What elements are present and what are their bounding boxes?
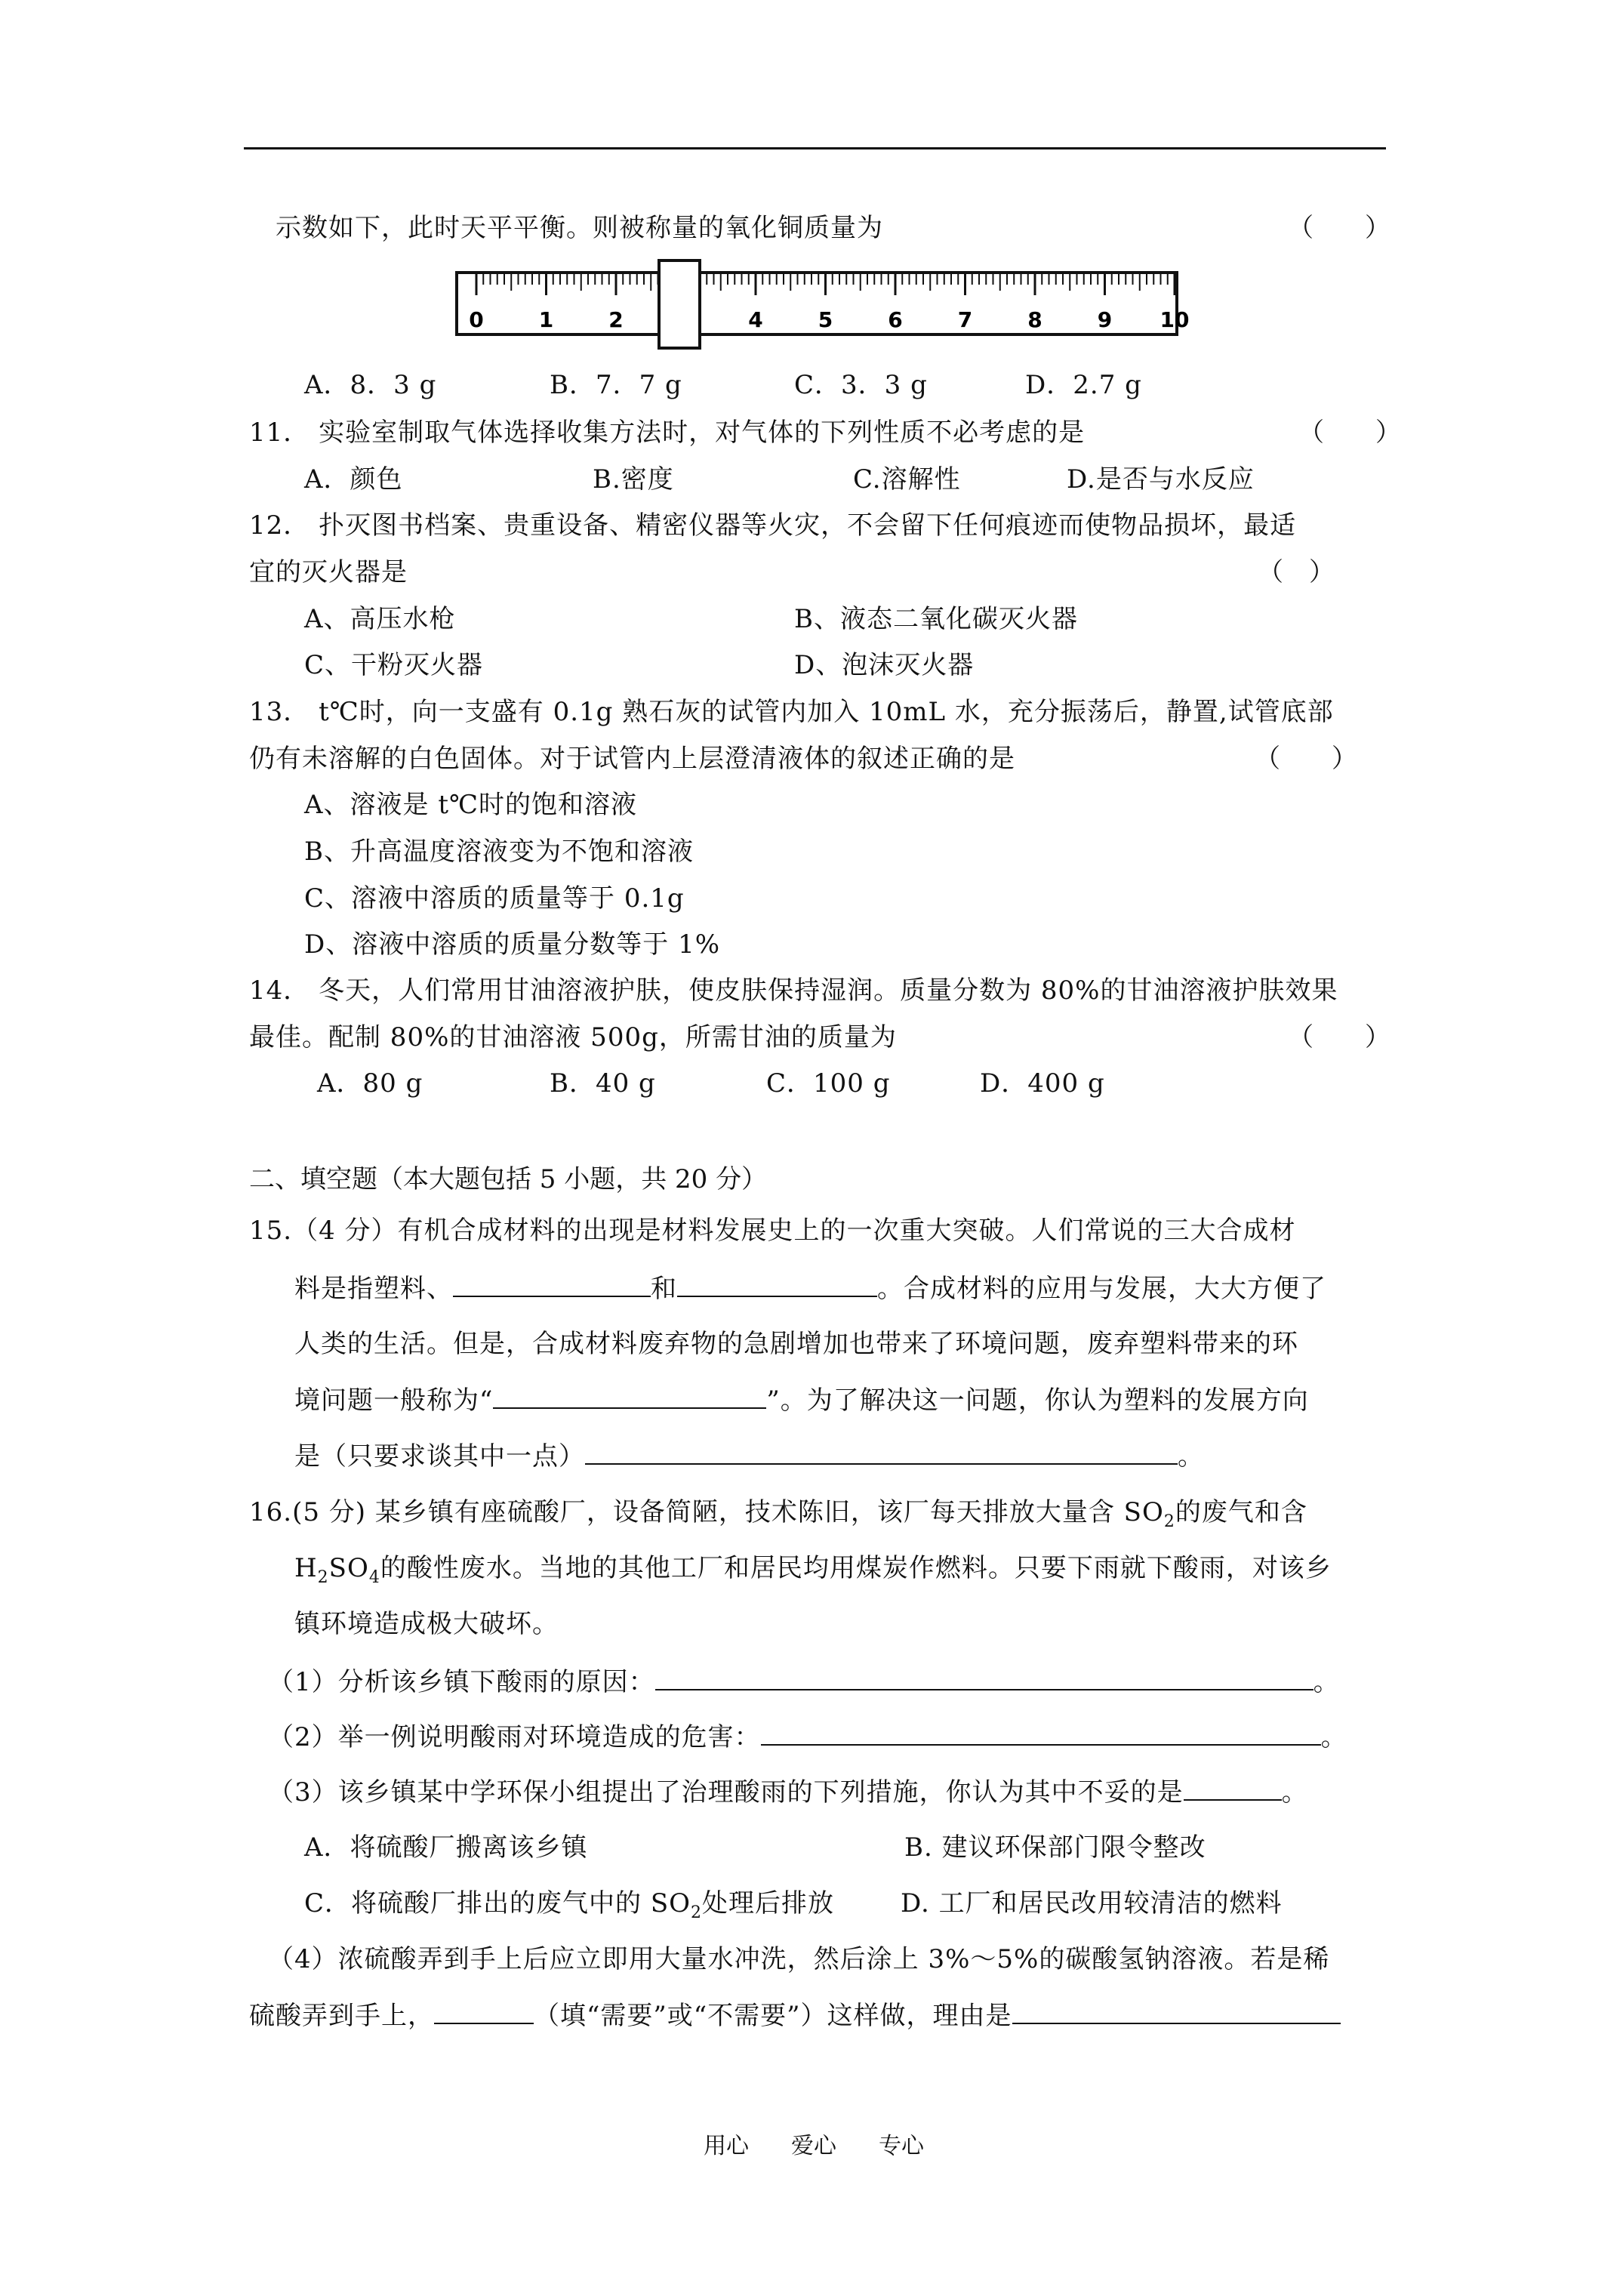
q12-answer-paren: （ ） — [1258, 557, 1335, 587]
q14-option-b: B．40 g — [550, 1068, 656, 1099]
ruler-tick-label: 5 — [818, 307, 833, 332]
q10-option-a: A．8．3 g — [304, 370, 437, 400]
q16-sub4-line2-b: （填“需要”或“不需要”）这样做，理由是 — [534, 2001, 1012, 2031]
q15-line5 — [294, 1441, 1204, 1472]
footer-item-1: 用心 — [704, 2133, 749, 2159]
q11-option-b: B.密度 — [593, 464, 674, 495]
q11-option-c: C.溶解性 — [853, 464, 961, 495]
q16-line2-c: 的酸性废水。当地的其他工厂和居民均用煤炭作燃料。只要下雨就下酸雨，对该乡 — [380, 1553, 1332, 1583]
rider-slider — [659, 260, 700, 348]
q16-sub2-blank[interactable] — [761, 1721, 1321, 1746]
q11-option-d: D.是否与水反应 — [1067, 464, 1255, 495]
q16-line1 — [249, 1497, 1307, 1537]
q14-option-d: D．400 g — [980, 1068, 1105, 1099]
q15-line2-c: 。合成材料的应用与发展，大大方便了 — [877, 1274, 1326, 1304]
q16-option-b: B. 建议环保部门限令整改 — [904, 1832, 1206, 1863]
balance-ruler-svg — [455, 260, 1190, 348]
q14-option-c: C．100 g — [766, 1068, 891, 1099]
q15-line4-b: ”。为了解决这一问题，你认为塑料的发展方向 — [766, 1385, 1309, 1416]
ruler-tick-label: 1 — [538, 307, 554, 332]
q12-option-d: D、泡沫灭火器 — [794, 650, 975, 680]
q16-sub1-end: 。 — [1313, 1667, 1340, 1697]
q14-stem-line1: 14． 冬天，人们常用甘油溶液护肤，使皮肤保持湿润。质量分数为 80%的甘油溶液护肤效果 — [249, 975, 1338, 1006]
q16-sub3-end: 。 — [1281, 1777, 1308, 1808]
q13-stem-line1: 13． t℃时，向一支盛有 0.1g 熟石灰的试管内加入 10mL 水，充分振荡后，静置,试管底部 — [249, 697, 1334, 727]
q10-answer-paren: （ ） — [1288, 213, 1390, 243]
q16-line2-sub1: 2 — [317, 1567, 329, 1587]
q16-sub2-end: 。 — [1320, 1722, 1347, 1752]
q15-line3: 人类的生活。但是，合成材料废弃物的急剧增加也带来了环境问题，废弃塑料带来的环 — [294, 1329, 1298, 1359]
q11-option-a: A．颜色 — [304, 464, 403, 495]
q16-option-c-sub: 2 — [691, 1903, 702, 1922]
q15-line1: 15.（4 分）有机合成材料的出现是材料发展史上的一次重大突破。人们常说的三大合成材 — [249, 1216, 1296, 1246]
ruler-tick-label: 8 — [1027, 307, 1042, 332]
q15-line4-a: 境问题一般称为“ — [294, 1385, 494, 1416]
header-rule — [244, 147, 1386, 149]
q15-line4 — [294, 1385, 1309, 1416]
q14-option-a: A．80 g — [317, 1068, 423, 1099]
section-2-title: 二、填空题（本大题包括 5 小题，共 20 分） — [249, 1164, 768, 1194]
ruler-tick-label: 0 — [469, 307, 484, 332]
q13-stem-line2: 仍有未溶解的白色固体。对于试管内上层澄清液体的叙述正确的是 — [249, 744, 1015, 774]
q15-line2 — [294, 1273, 1326, 1304]
ruler-tick-label: 6 — [888, 307, 903, 332]
q16-line2-a: H — [294, 1553, 318, 1583]
ruler-tick-label: 9 — [1097, 307, 1113, 332]
q16-option-c-b: 处理后排放 — [702, 1888, 834, 1918]
ruler-tick-label: 7 — [957, 307, 973, 332]
q12-option-b: B、液态二氧化碳灭火器 — [794, 604, 1078, 634]
ruler-tick-label: 4 — [748, 307, 763, 332]
q13-option-c: C、溶液中溶质的质量等于 0.1g — [304, 883, 685, 914]
q10-option-c: C．3．3 g — [794, 370, 928, 400]
q15-blank-4[interactable] — [585, 1441, 1178, 1465]
q16-line2-sub2: 4 — [368, 1567, 380, 1587]
q14-answer-paren: （ ） — [1288, 1022, 1390, 1052]
footer-item-3: 专心 — [879, 2133, 924, 2159]
q16-line1-sub: 2 — [1163, 1512, 1175, 1531]
q12-option-c: C、干粉灭火器 — [304, 650, 484, 680]
q16-line1-b: 的废气和含 — [1175, 1497, 1307, 1527]
q16-sub4-blank-1[interactable] — [434, 2000, 534, 2024]
q15-blank-2[interactable] — [677, 1273, 877, 1297]
q16-sub1-text: （1）分析该乡镇下酸雨的原因： — [268, 1667, 655, 1697]
q16-option-c-a: C．将硫酸厂排出的废气中的 SO — [304, 1888, 691, 1918]
q16-sub2 — [268, 1721, 1347, 1752]
q10-stem-tail: 示数如下，此时天平平衡。则被称量的氧化铜质量为 — [276, 213, 883, 243]
footer-item-2: 爱心 — [791, 2133, 836, 2159]
q16-sub4-line1: （4）浓硫酸弄到手上后应立即用大量水冲洗，然后涂上 3%～5%的碳酸氢钠溶液。若是稀 — [268, 1944, 1330, 1974]
q12-stem-line1: 12． 扑灭图书档案、贵重设备、精密仪器等火灾，不会留下任何痕迹而使物品损坏，最适 — [249, 510, 1297, 541]
q16-sub4-line2-a: 硫酸弄到手上， — [249, 2001, 434, 2031]
balance-ruler-figure — [455, 260, 1190, 348]
q13-answer-paren: （ ） — [1255, 744, 1357, 774]
q16-option-d: D. 工厂和居民改用较清洁的燃料 — [901, 1888, 1283, 1918]
q12-option-a: A、高压水枪 — [304, 604, 456, 634]
q15-line2-b: 和 — [651, 1274, 677, 1304]
q13-option-b: B、升高温度溶液变为不饱和溶液 — [304, 837, 694, 867]
q16-sub3 — [268, 1777, 1308, 1808]
q16-sub1-blank[interactable] — [655, 1666, 1313, 1690]
q15-line2-a: 料是指塑料、 — [294, 1274, 453, 1304]
q16-line1-a: 16.(5 分) 某乡镇有座硫酸厂，设备简陋，技术陈旧，该厂每天排放大量含 SO — [249, 1497, 1164, 1527]
q16-sub4-line2 — [249, 2000, 1341, 2031]
q16-option-a: A．将硫酸厂搬离该乡镇 — [304, 1832, 588, 1863]
q15-blank-3[interactable] — [493, 1385, 766, 1409]
q16-sub1 — [268, 1666, 1340, 1697]
q16-sub4-blank-2[interactable] — [1012, 2000, 1341, 2024]
q16-sub2-text: （2）举一例说明酸雨对环境造成的危害： — [268, 1722, 761, 1752]
ruler-tick-label: 10 — [1160, 307, 1190, 332]
q13-option-a: A、溶液是 t℃时的饱和溶液 — [304, 790, 638, 820]
q15-blank-1[interactable] — [453, 1273, 651, 1297]
q15-line5-b: 。 — [1178, 1441, 1204, 1472]
q11-stem: 11． 实验室制取气体选择收集方法时，对气体的下列性质不必考虑的是 — [249, 418, 1086, 448]
q16-line2-b: SO — [328, 1553, 369, 1583]
q13-option-d: D、溶液中溶质的质量分数等于 1% — [304, 929, 721, 960]
q14-stem-line2: 最佳。配制 80%的甘油溶液 500g，所需甘油的质量为 — [249, 1022, 897, 1052]
q16-line3: 镇环境造成极大破坏。 — [294, 1609, 559, 1639]
ruler-body — [457, 273, 1177, 334]
q16-option-c — [304, 1888, 834, 1928]
q11-answer-paren: （ ） — [1298, 418, 1401, 448]
q12-stem-line2: 宜的灭火器是 — [249, 557, 408, 587]
ruler-tick-label: 2 — [608, 307, 624, 332]
q10-option-d: D．2.7 g — [1025, 370, 1142, 400]
q16-sub3-blank[interactable] — [1184, 1777, 1282, 1801]
q16-sub3-text: （3）该乡镇某中学环保小组提出了治理酸雨的下列措施，你认为其中不妥的是 — [268, 1777, 1184, 1808]
q16-line2 — [294, 1553, 1332, 1593]
q10-option-b: B．7．7 g — [550, 370, 682, 400]
q15-line5-a: 是（只要求谈其中一点） — [294, 1441, 585, 1472]
